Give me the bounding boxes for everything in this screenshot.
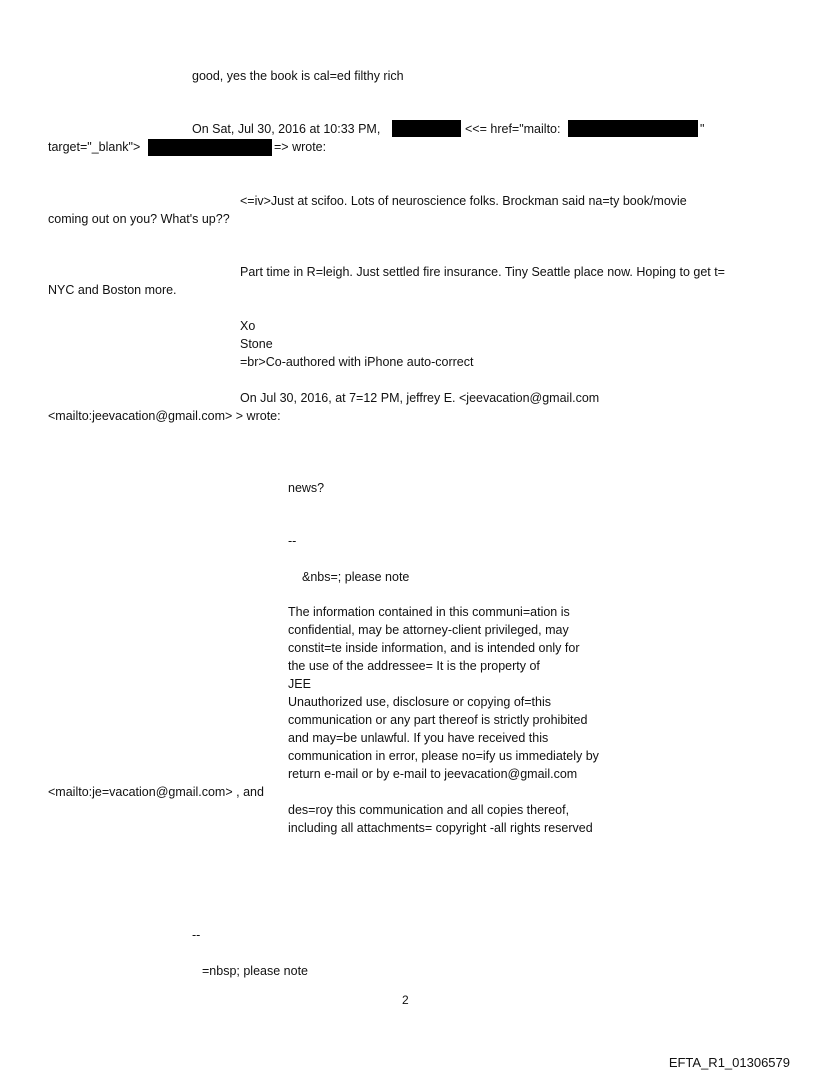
mailto-line: <mailto:je=vacation@gmail.com> , and <box>48 785 264 799</box>
signoff-xo: Xo <box>240 319 256 333</box>
page-number: 2 <box>402 993 409 1007</box>
redaction-box <box>148 139 272 156</box>
disclaimer-line: The information contained in this communi=ation is <box>288 605 570 619</box>
signoff-device: =br>Co-authored with iPhone auto-correct <box>240 355 474 369</box>
disclaimer-line: confidential, may be attorney-client privileged, may <box>288 623 569 637</box>
please-note-2: =nbsp; please note <box>202 964 308 978</box>
disclaimer-line: communication or any part thereof is strictly prohibited <box>288 713 588 727</box>
message2-line2: NYC and Boston more. <box>48 283 177 297</box>
header1-date: On Sat, Jul 30, 2016 at 10:33 PM, <box>192 122 381 136</box>
disclaimer-line: constit=te inside information, and is intended only for <box>288 641 580 655</box>
disclaimer-line: communication in error, please no=ify us immediately by <box>288 749 599 763</box>
news-line: news? <box>288 481 325 495</box>
disclaimer-end-line: des=roy this communication and all copies thereof, <box>288 803 570 817</box>
disclaimer-line: Unauthorized use, disclosure or copying of=this <box>288 695 551 709</box>
header1-href: <<= href="mailto: <box>465 122 561 136</box>
please-note-1: &nbs=; please note <box>302 570 410 584</box>
signature-dashes-2: -- <box>192 928 201 942</box>
message1-line2: coming out on you? What's up?? <box>48 212 230 226</box>
disclaimer-end-line: including all attachments= copyright -all rights reserved <box>288 821 593 835</box>
signoff-name: Stone <box>240 337 273 351</box>
disclaimer-line: the use of the addressee= It is the property of <box>288 659 540 673</box>
disclaimer-line: JEE <box>288 677 311 691</box>
disclaimer-line: return e-mail or by e-mail to jeevacation@gmail.com <box>288 767 578 781</box>
disclaimer-line: and may=be unlawful. If you have received this <box>288 731 549 745</box>
redaction-box <box>568 120 698 137</box>
header1-wrote: => wrote: <box>274 140 327 154</box>
reply-line: good, yes the book is cal=ed filthy rich <box>192 69 404 83</box>
message1-line1: <=iv>Just at scifoo. Lots of neuroscience folks. Brockman said na=ty book/movie <box>240 194 687 208</box>
message2-line1: Part time in R=leigh. Just settled fire insurance. Tiny Seattle place now. Hoping to get t= <box>240 265 725 279</box>
redaction-box <box>392 120 461 137</box>
signature-dashes: -- <box>288 534 297 548</box>
document-id: EFTA_R1_01306579 <box>668 1055 790 1070</box>
header1-quote: " <box>700 122 705 136</box>
header1-target: target="_blank"> <box>48 140 141 154</box>
header2-line2: <mailto:jeevacation@gmail.com> > wrote: <box>48 409 281 423</box>
header2-line1: On Jul 30, 2016, at 7=12 PM, jeffrey E. <jeevacation@gmail.com <box>240 391 600 405</box>
